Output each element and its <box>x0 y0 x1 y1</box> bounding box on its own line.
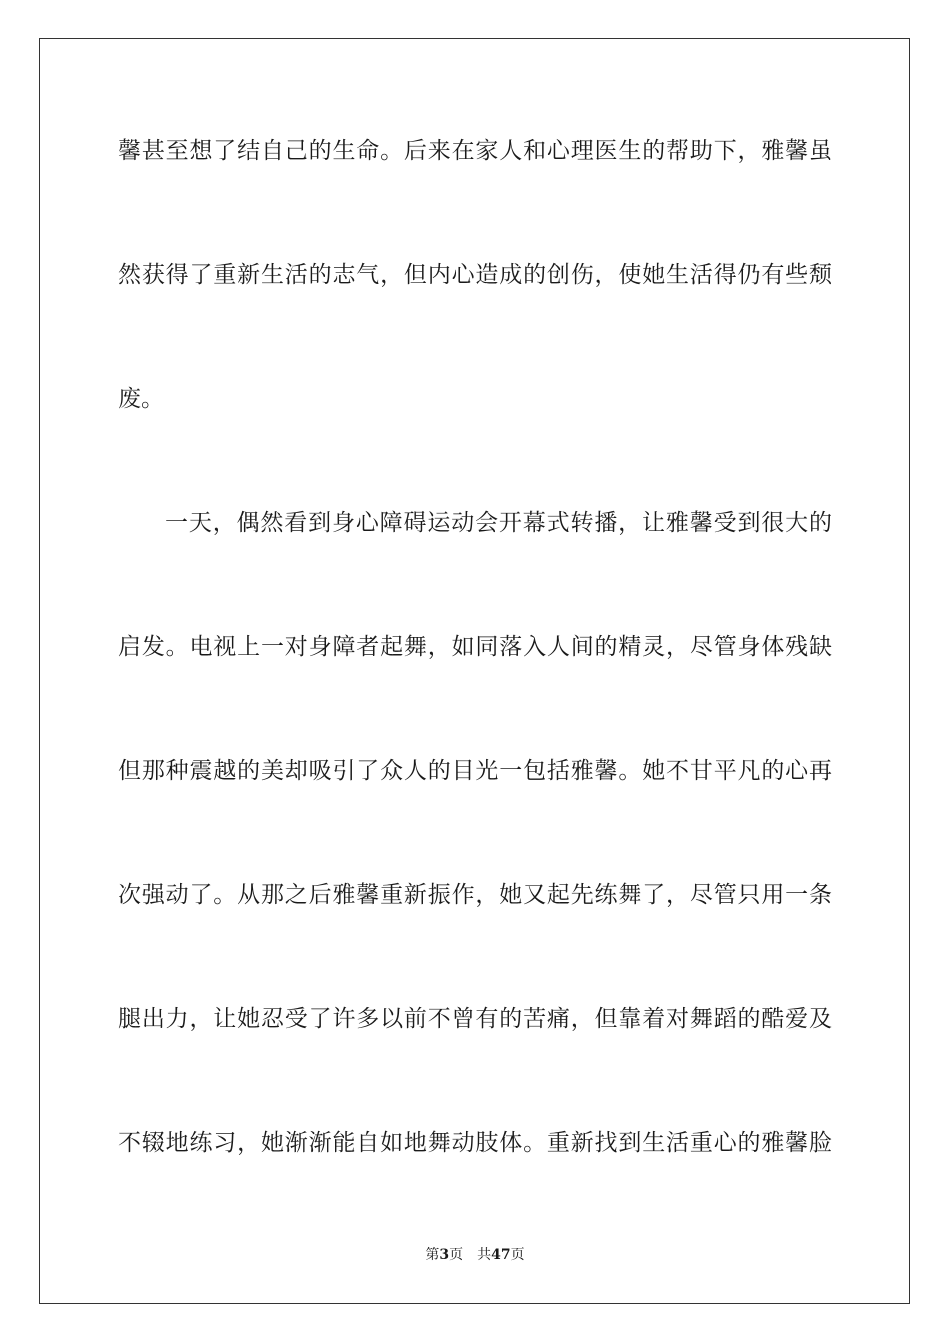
total-suffix: 页 <box>510 1247 525 1263</box>
text-line-1: 馨甚至想了结自己的生命。后来在家人和心理医生的帮助下，雅馨虽 <box>118 138 832 164</box>
page-suffix: 页 <box>449 1247 464 1263</box>
text-line-9: 不辍地练习，她渐渐能自如地舞动肢体。重新找到生活重心的雅馨脸 <box>118 1130 832 1156</box>
page-border <box>39 38 910 1304</box>
text-line-4: 一天，偶然看到身心障碍运动会开幕式转播，让雅馨受到很大的 <box>165 510 832 536</box>
page-footer <box>0 1245 950 1265</box>
text-line-5: 启发。电视上一对身障者起舞，如同落入人间的精灵，尽管身体残缺 <box>118 634 832 660</box>
page-number: 3 <box>439 1247 450 1263</box>
total-pages: 47 <box>491 1247 511 1263</box>
text-line-3: 废。 <box>118 386 164 412</box>
text-line-2: 然获得了重新生活的志气，但内心造成的创伤，使她生活得仍有些颓 <box>118 262 832 288</box>
total-prefix: 共 <box>477 1247 492 1263</box>
page-prefix: 第 <box>425 1247 440 1263</box>
text-line-8: 腿出力，让她忍受了许多以前不曾有的苦痛，但靠着对舞蹈的酷爱及 <box>118 1006 832 1032</box>
text-line-7: 次强动了。从那之后雅馨重新振作，她又起先练舞了，尽管只用一条 <box>118 882 832 908</box>
text-line-6: 但那种震越的美却吸引了众人的目光一包括雅馨。她不甘平凡的心再 <box>118 758 832 784</box>
